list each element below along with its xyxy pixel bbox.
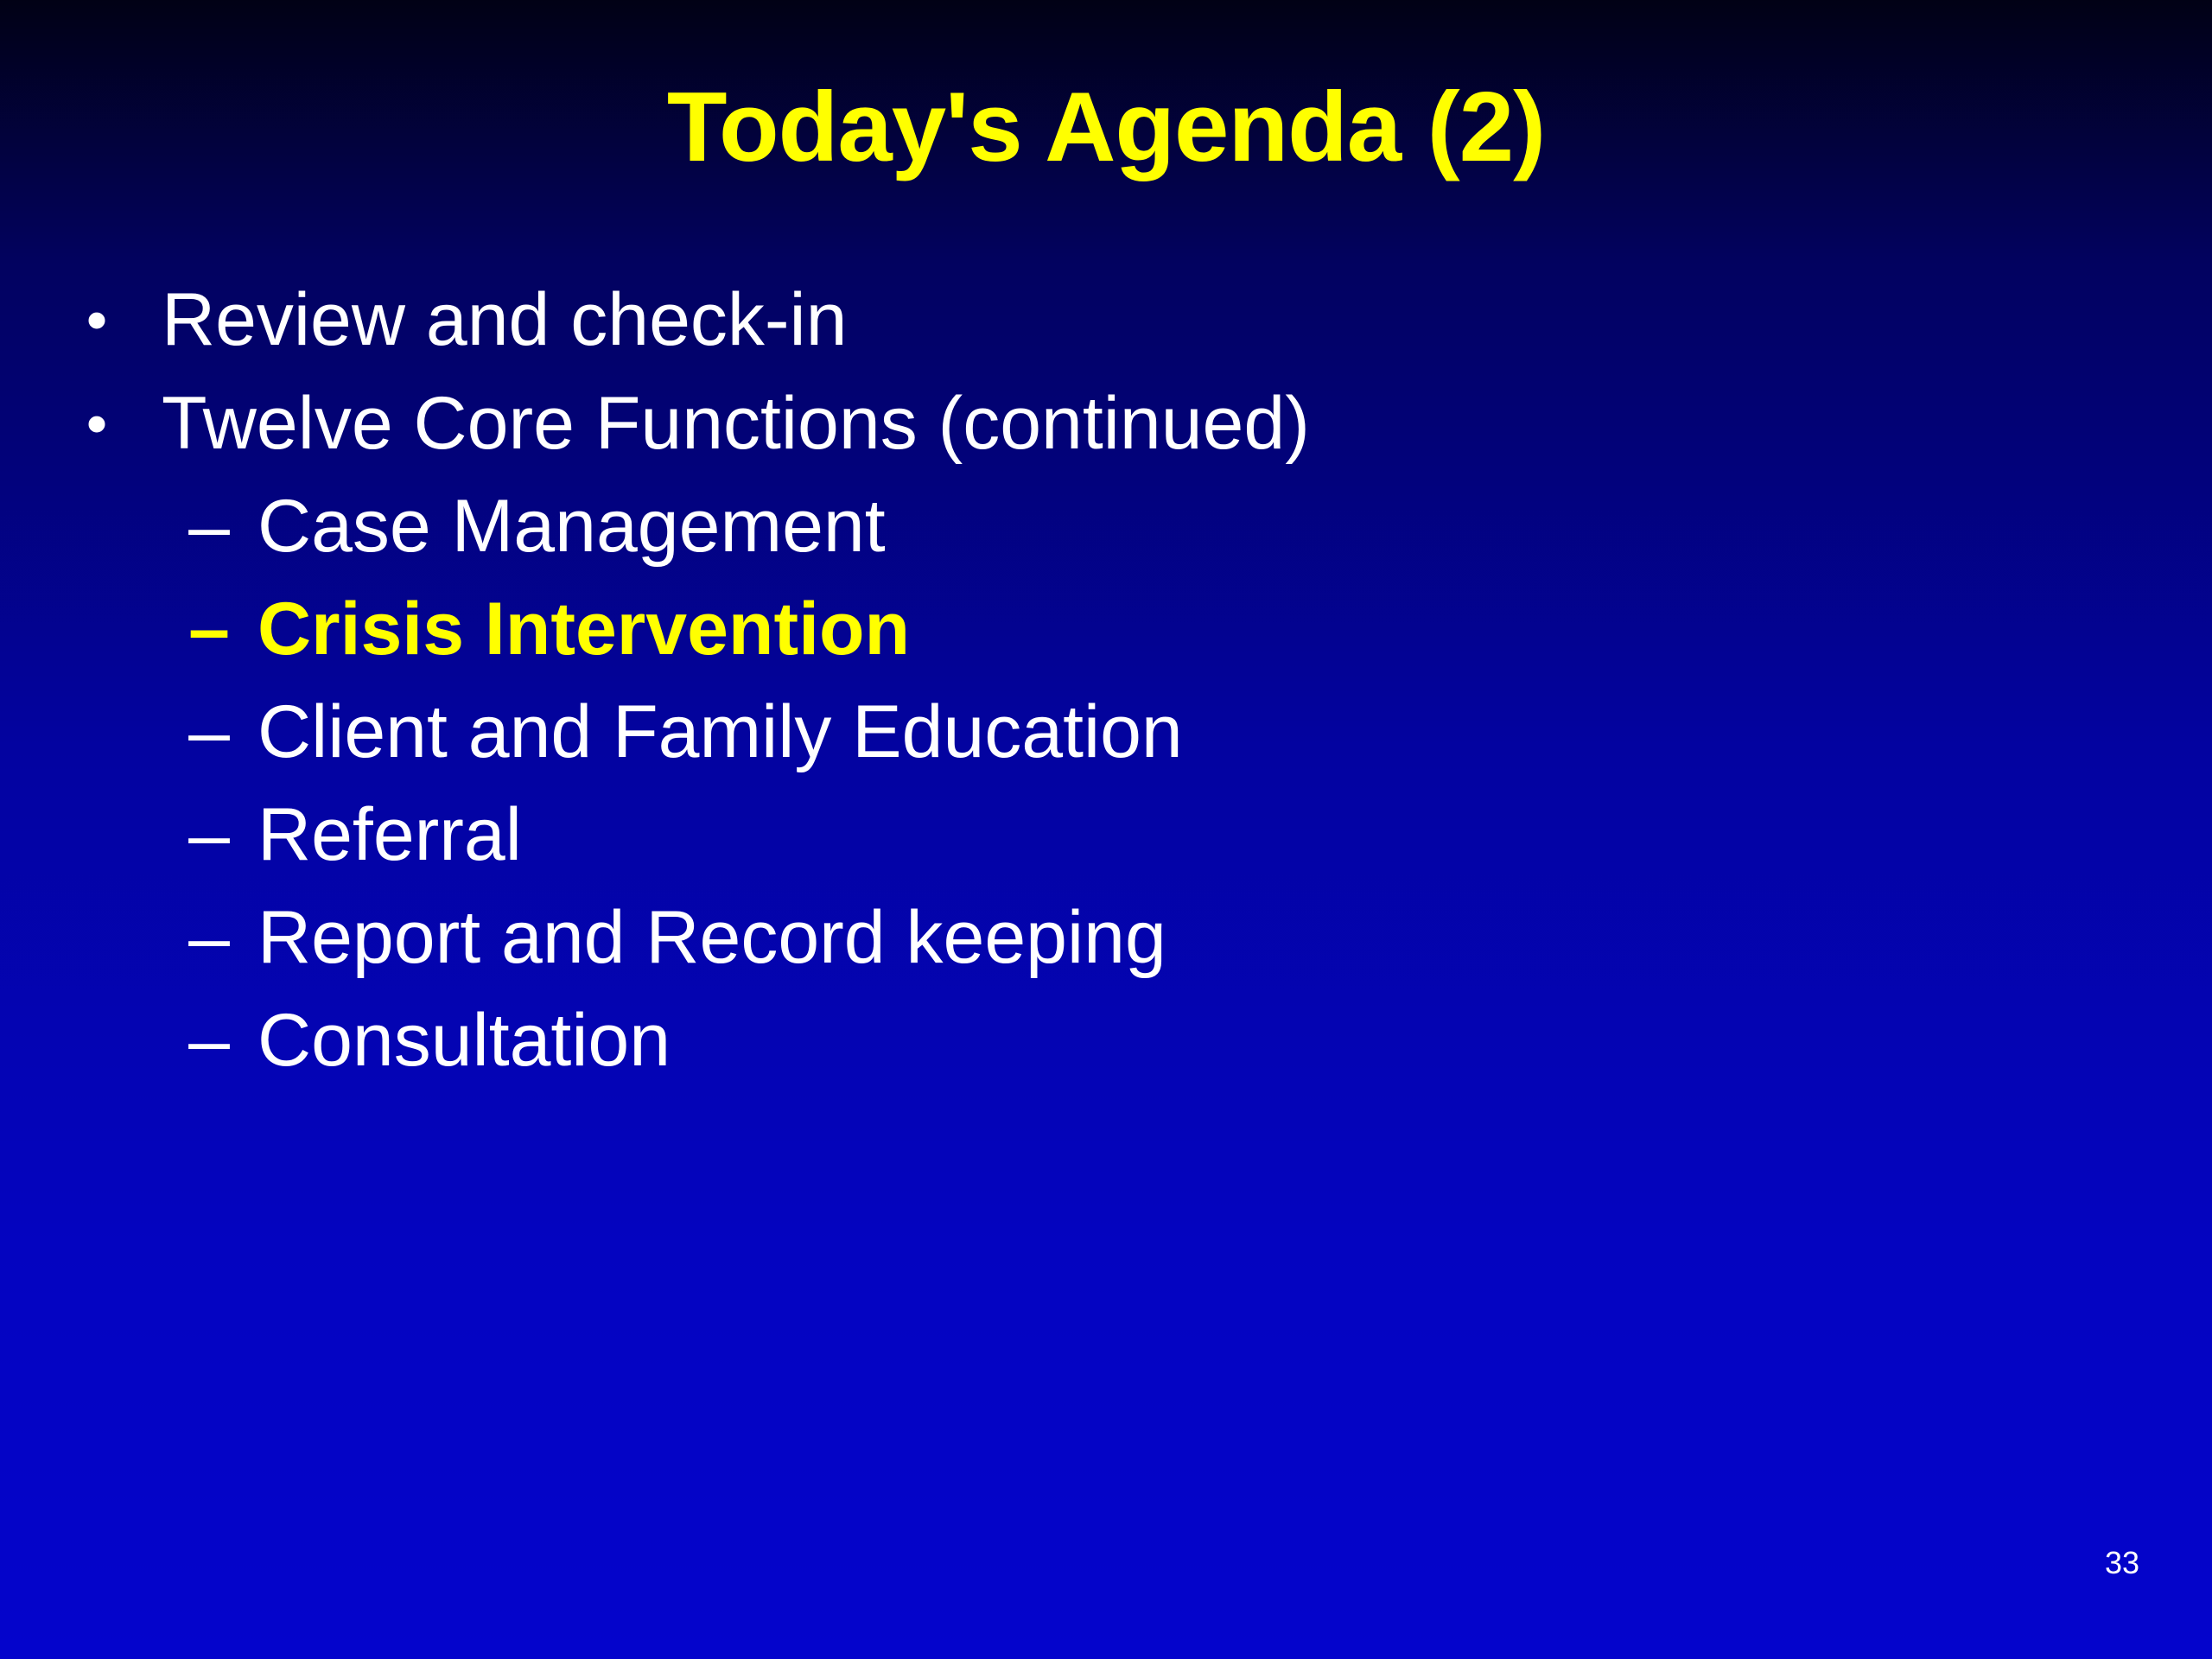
bullet-text: Review and check-in	[162, 278, 848, 361]
bullet-item-review	[0, 268, 2212, 372]
dash-marker: –	[188, 485, 230, 568]
sub-item-text: Case Management	[257, 485, 886, 568]
sub-item-crisis-intervention	[0, 578, 2212, 681]
dash-marker: –	[188, 588, 230, 671]
sub-item-consultation	[0, 989, 2212, 1092]
sub-item-referral	[0, 784, 2212, 887]
agenda-list	[0, 268, 2212, 1092]
sub-item-case-management	[0, 475, 2212, 578]
sub-item-text: Crisis Intervention	[257, 588, 911, 671]
sub-item-text: Consultation	[257, 999, 671, 1082]
sub-item-text: Report and Record keeping	[257, 896, 1166, 979]
sub-item-client-family-education	[0, 681, 2212, 784]
page-number: 33	[2104, 1545, 2139, 1580]
sub-item-text: Client and Family Education	[257, 690, 1183, 773]
bullet-item-core-functions	[0, 372, 2212, 475]
dash-marker: –	[188, 999, 230, 1082]
sub-item-text: Referral	[257, 793, 522, 876]
bullet-text: Twelve Core Functions (continued)	[162, 382, 1310, 465]
bullet-marker: •	[86, 390, 108, 457]
dash-marker: –	[188, 896, 230, 979]
dash-marker: –	[188, 793, 230, 876]
slide-title: Today's Agenda (2)	[666, 73, 1546, 182]
sub-item-report-record-keeping	[0, 887, 2212, 989]
dash-marker: –	[188, 690, 230, 773]
bullet-marker: •	[86, 286, 108, 353]
